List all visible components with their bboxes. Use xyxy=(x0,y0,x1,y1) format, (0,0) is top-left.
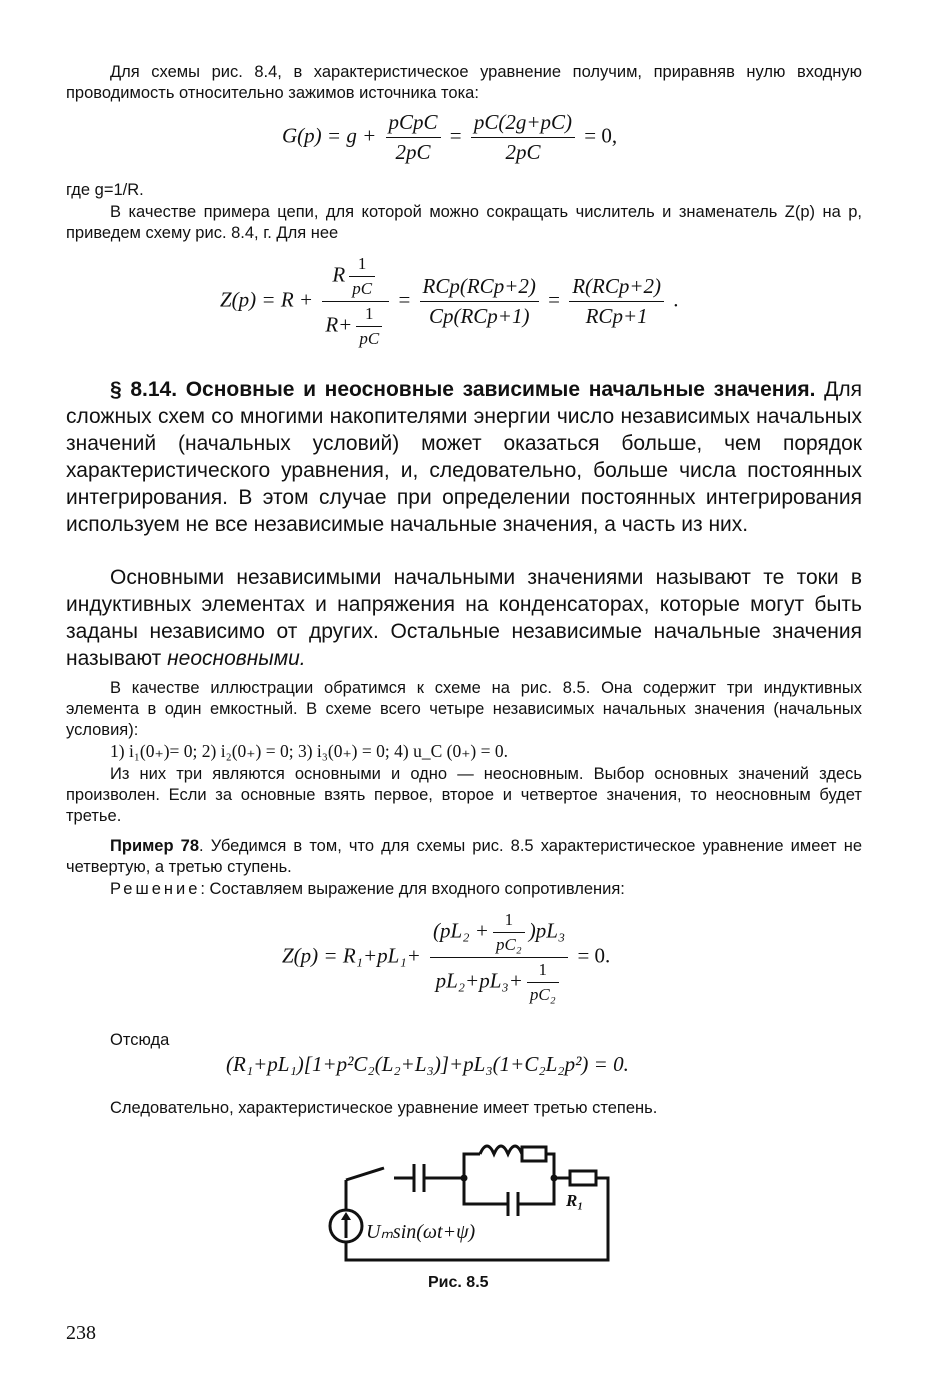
section-title: § 8.14. Основные и неосновные зависимые начальные значения. xyxy=(110,378,816,401)
formula-g-frac2 xyxy=(471,110,575,165)
section-text: Для сложных схем со многими накопителями энергии число независимых начальных значений (начальных условий) может оказаться больше, чем порядок характеристического уравнения, и, следовательно, больше числа постоянных интегрирования. В этом случае при определении постоянных интегрирования используем не все независимые начальные значения, а часть из них. xyxy=(66,378,862,536)
formula-z2-num-a: (pL₂ + xyxy=(433,918,489,943)
formula-g-frac2-num: pC(2g+pC) xyxy=(471,110,575,138)
wire-lower-right xyxy=(518,1178,554,1204)
inductor-icon xyxy=(480,1146,522,1154)
formula-z1-inner-den-prefix: R+ xyxy=(325,312,353,337)
capacitor-2-icon xyxy=(508,1192,518,1216)
formula-z2 xyxy=(282,910,610,1005)
node-right xyxy=(551,1175,558,1182)
node-left xyxy=(461,1175,468,1182)
solution-line xyxy=(66,879,862,900)
solution-text: : Составляем выражение для входного сопротивления: xyxy=(200,880,625,898)
figure-caption: Рис. 8.5 xyxy=(428,1274,489,1291)
formula-final-text: (R₁+pL₁)[1+p²C₂(L₂+L₃)]+pL₃(1+C₂L₂p²) = 0. xyxy=(226,1052,629,1076)
example-78 xyxy=(66,836,862,878)
formula-z2-den-one: 1 xyxy=(527,960,559,983)
formula-z1-frac2-den: Cp(RCp+1) xyxy=(428,304,530,328)
formula-z1-frac1-den xyxy=(322,302,389,349)
formula-g-lhs: G(p) = g + xyxy=(282,123,377,148)
source-arrow-icon xyxy=(341,1212,351,1220)
formula-z1 xyxy=(220,254,679,349)
switch-icon xyxy=(346,1168,384,1180)
formula-z1-inner-num-prefix: R xyxy=(332,262,346,287)
resistor-r1-label: R₁ xyxy=(566,1191,584,1210)
basic-values-text: Основными независимыми начальными значениями называют те токи в индуктивных элементах и напряжения на конденсаторах, которые могут быть заданы независимо от других. Остальные независимые начальные значения называют xyxy=(66,566,862,670)
example-label: Пример 78 xyxy=(110,837,200,855)
formula-g-eq: = xyxy=(449,123,462,148)
resistor-r1-icon xyxy=(570,1171,596,1185)
formula-z2-num-pc2: pC₂ xyxy=(495,935,522,954)
where-g: где g=1/R. xyxy=(66,181,144,199)
formula-z2-frac xyxy=(430,910,568,1005)
formula-g-frac1-den: 2pC xyxy=(395,140,431,164)
formula-z2-num xyxy=(430,910,568,958)
formula-g-frac1 xyxy=(386,110,441,165)
formula-g-frac2-den: 2pC xyxy=(505,140,541,164)
wire-lower-left xyxy=(464,1178,508,1204)
formula-z1-inner-pc-bottom: pC xyxy=(359,329,380,348)
wire-upper-left xyxy=(464,1154,480,1178)
basic-values-emphasis: неосновными. xyxy=(167,647,306,670)
conclusion: Следовательно, характеристическое уравнение имеет третью степень. xyxy=(110,1099,658,1117)
intro-paragraph: Для схемы рис. 8.4, в характеристическое уравнение получим, приравняв нулю входную проводимость относительно зажимов источника тока: xyxy=(66,63,862,102)
formula-z1-frac3-num: R(RCp+2) xyxy=(569,274,664,302)
formula-z2-den-a: pL₂+pL₃+ xyxy=(435,968,523,993)
circuit-diagram xyxy=(318,1132,618,1272)
initial-conditions: 1) i₁(0₊)= 0; 2) i₂(0₊) = 0; 3) i₃(0₊) = 0; 4) u_C (0₊) = 0. xyxy=(110,741,509,761)
formula-g-frac1-num: pCpC xyxy=(386,110,441,138)
formula-z1-frac2 xyxy=(420,274,539,329)
formula-z1-frac1 xyxy=(322,254,389,349)
formula-z2-num-b: )pL₃ xyxy=(528,918,566,943)
formula-z2-rhs: = 0. xyxy=(577,943,611,968)
formula-z2-den-pc2: pC₂ xyxy=(529,985,556,1004)
formula-z2-den xyxy=(430,958,568,1005)
source-label: Uₘsin(ωt+ψ) xyxy=(366,1221,476,1243)
formula-z1-inner-one-bottom: 1 xyxy=(356,304,382,327)
formula-z2-num-inner-frac xyxy=(493,910,525,955)
formula-z1-frac2-num: RCp(RCp+2) xyxy=(420,274,539,302)
formula-g-rhs: = 0, xyxy=(584,123,618,148)
formula-z1-frac1-num xyxy=(322,254,389,302)
formula-z2-den-inner-frac xyxy=(527,960,559,1005)
formula-final xyxy=(226,1052,629,1077)
solution-label: Решение xyxy=(110,880,201,898)
formula-g xyxy=(282,110,617,165)
formula-z1-frac3 xyxy=(569,274,664,329)
formula-z1-inner-frac-top xyxy=(349,254,375,299)
illustration-paragraph: В качестве иллюстрации обратимся к схеме на рис. 8.5. Она содержит три индуктивных элемента в один емкостный. В схеме всего четыре независимых начальных значения (начальных условия): xyxy=(66,679,862,739)
formula-z1-inner-pc-top: pC xyxy=(352,279,373,298)
capacitor-1-icon xyxy=(414,1164,424,1192)
formula-z2-num-one: 1 xyxy=(493,910,525,933)
formula-z1-inner-frac-bottom xyxy=(356,304,382,349)
formula-z1-lhs: Z(p) = R + xyxy=(220,287,314,312)
formula-z2-lhs: Z(p) = R₁+pL₁+ xyxy=(282,943,421,968)
formula-z1-eq2: = xyxy=(548,287,560,312)
section-8-14 xyxy=(66,376,862,538)
page-number: 238 xyxy=(66,1322,96,1344)
basic-values-paragraph xyxy=(66,564,862,672)
formula-z1-frac3-den: RCp+1 xyxy=(585,304,648,328)
otsyuda: Отсюда xyxy=(110,1031,170,1049)
upper-resistor-icon xyxy=(522,1147,546,1161)
example-paragraph: В качестве примера цепи, для которой можно сокращать числитель и знаменатель Z(p) на p, приведем схему рис. 8.4, г. Для нее xyxy=(66,203,862,242)
three-basic-paragraph: Из них три являются основными и одно — неосновным. Выбор основных значений здесь произволен. Если за основные взять первое, второе и четвертое значения, то неосновным будет третье. xyxy=(66,765,862,825)
formula-z1-eq1: = xyxy=(398,287,411,312)
formula-z1-end: . xyxy=(673,287,679,312)
example-text: . Убедимся в том, что для схемы рис. 8.5 характеристическое уравнение имеет не четвертую, а третью ступень. xyxy=(66,837,862,876)
formula-z1-inner-one-top: 1 xyxy=(349,254,375,277)
